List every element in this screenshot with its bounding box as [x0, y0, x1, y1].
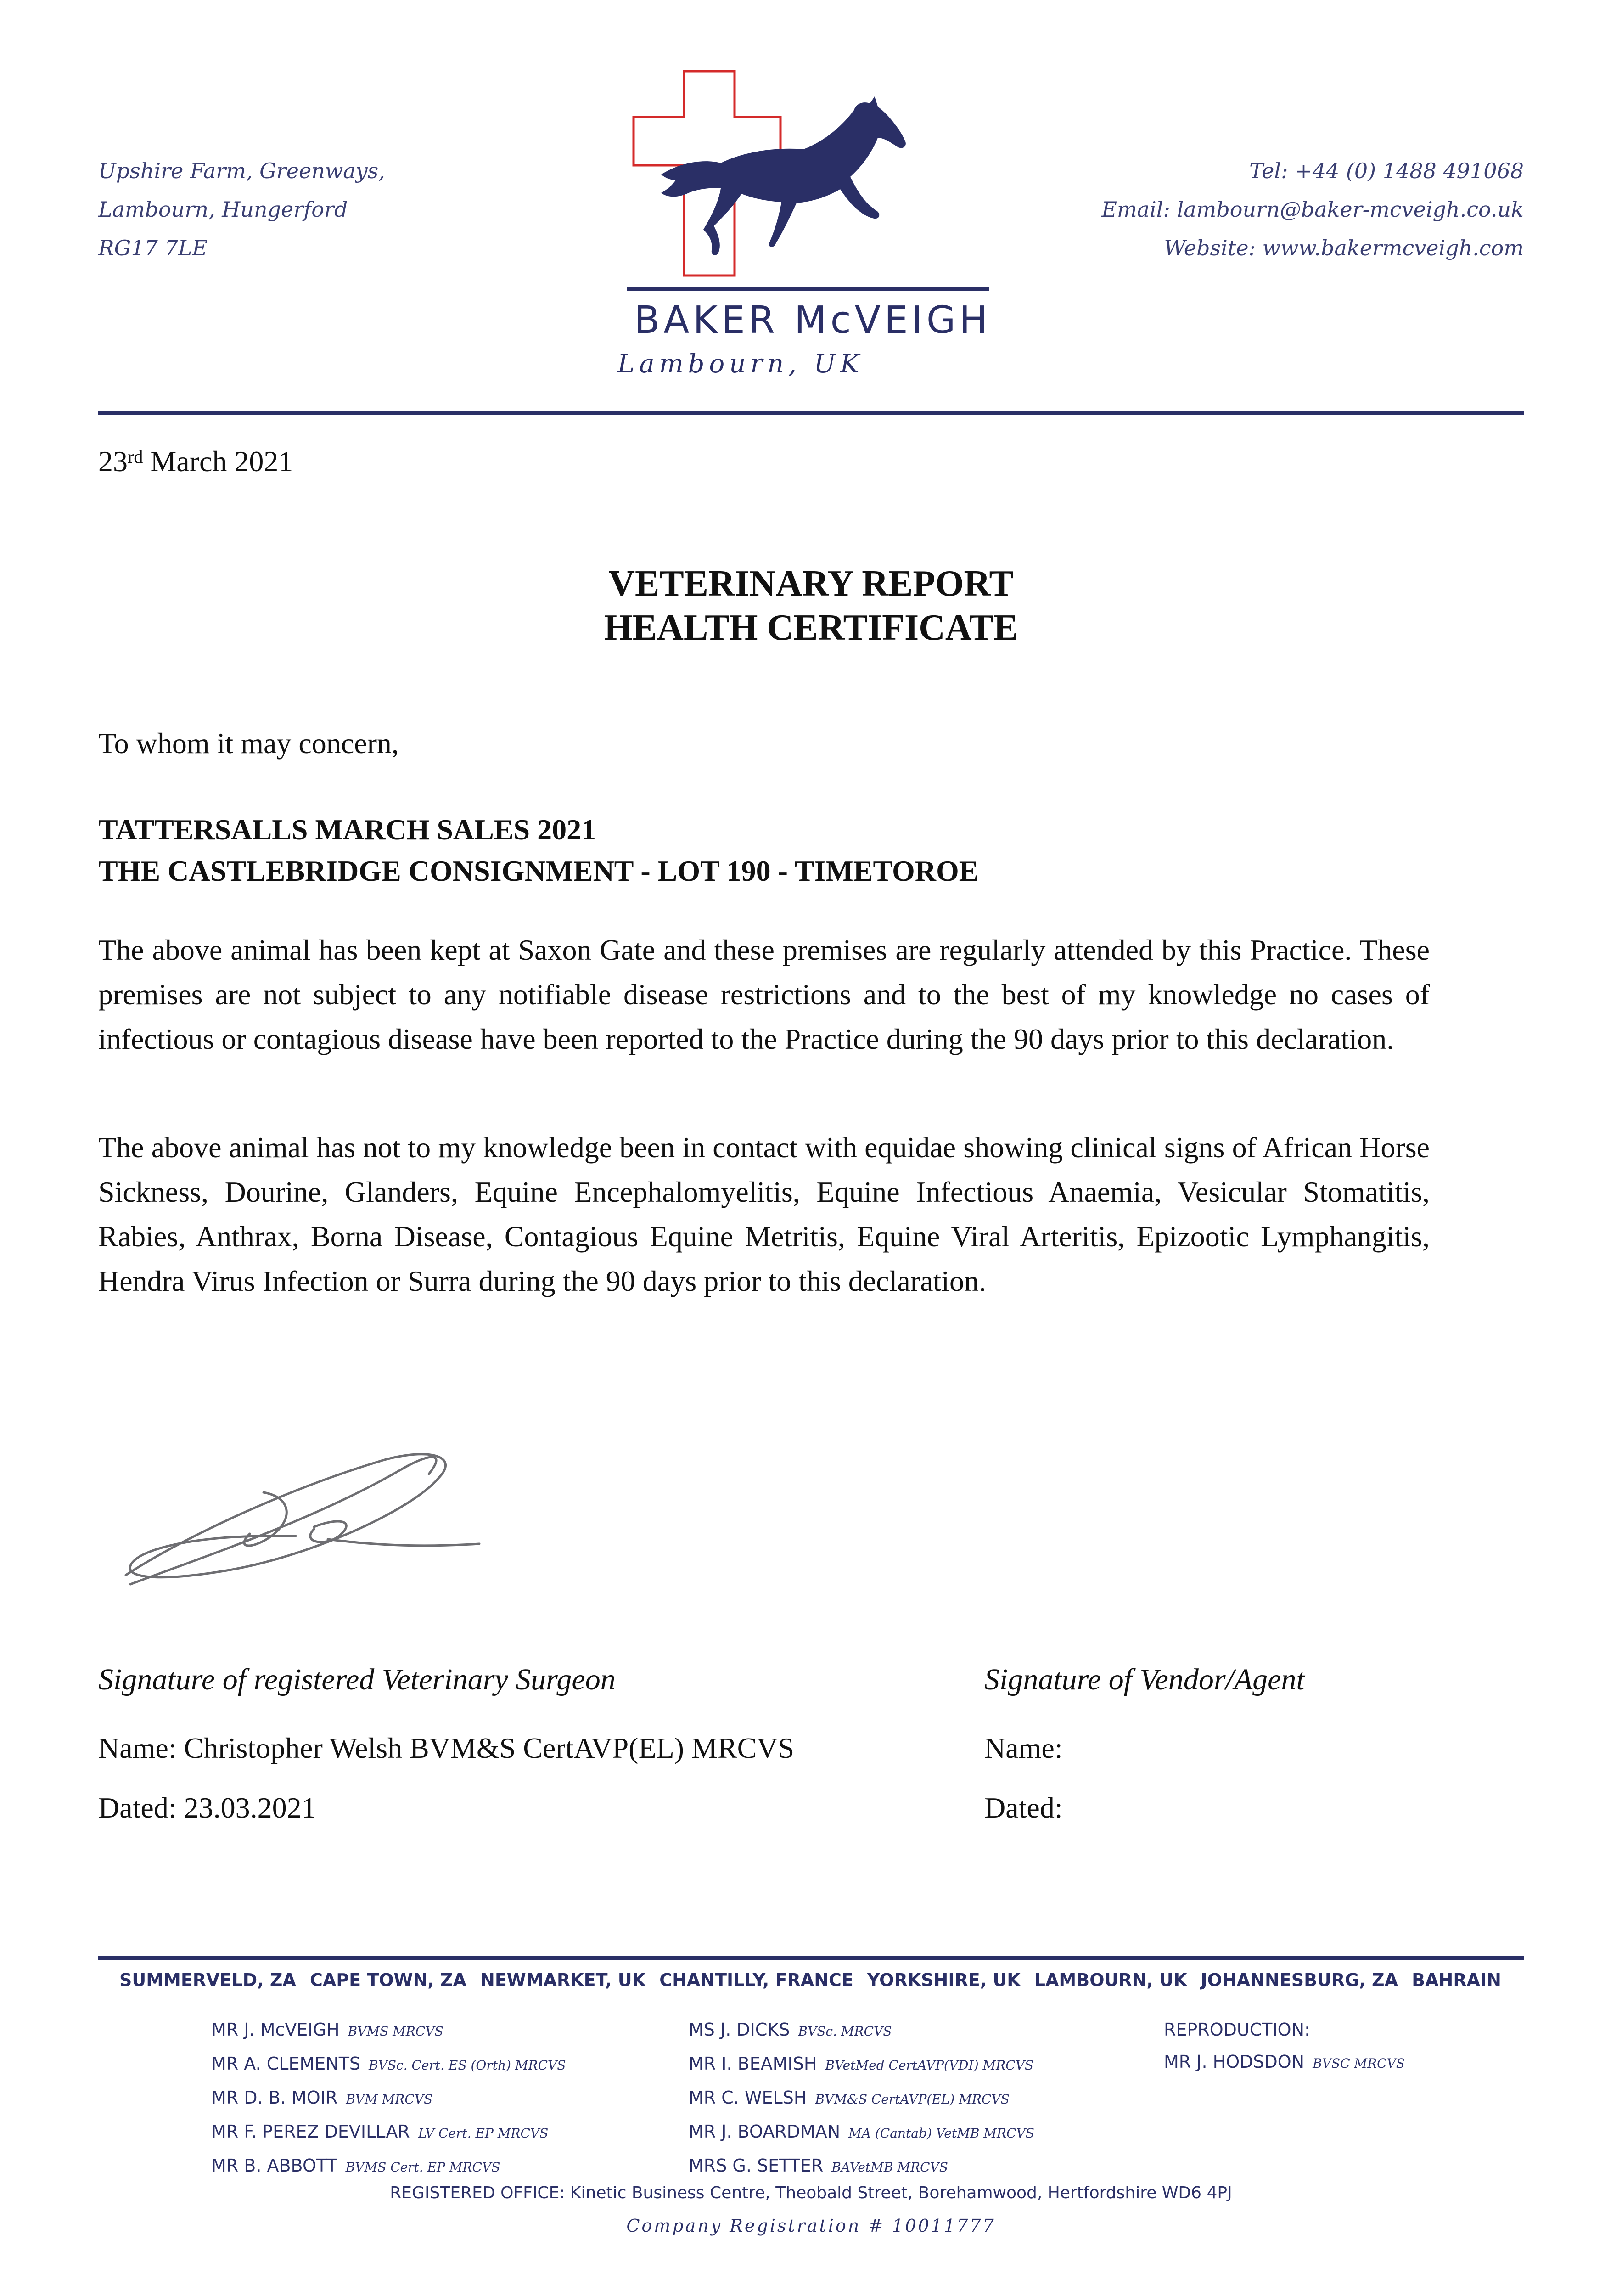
address-line-3: RG17 7LE	[98, 236, 208, 260]
location-item: BAHRAIN	[1412, 1970, 1501, 1990]
header-divider	[98, 411, 1524, 415]
salutation: To whom it may concern,	[98, 727, 399, 760]
contact-website: Website: www.bakermcveigh.com	[1164, 236, 1524, 260]
staff-member: MR A. CLEMENTS BVSc. Cert. ES (Orth) MRCVS	[211, 2054, 566, 2074]
office-locations	[119, 1970, 1501, 1990]
date-suffix: rd	[128, 446, 143, 467]
letter-date	[98, 445, 293, 478]
location-item: YORKSHIRE, UK	[867, 1970, 1021, 1990]
disease-paragraph: The above animal has not to my knowledge been in contact with equidae showing clinical signs of African Horse Sickness, Dourine, Glanders, Equine Encephalomyelitis, Equine Infectious Anaemia, Vesicular Stomatitis, Rabies, Anthrax, Borna Disease, Contagious Equine Metritis, Equine Viral Arteritis, Epizootic Lymphangitis, Hendra Virus Infection or Surra during the 90 days prior to this declaration.	[98, 1131, 1430, 1297]
vet-signature-label: Signature of registered Veterinary Surgeon	[98, 1663, 616, 1696]
staff-member: MS J. DICKS BVSc. MRCVS	[689, 2020, 892, 2040]
staff-member: MR D. B. MOIR BVM MRCVS	[211, 2088, 433, 2108]
reproduction-label: REPRODUCTION:	[1164, 2020, 1310, 2040]
staff-member: MR J. McVEIGH BVMS MRCVS	[211, 2020, 443, 2040]
staff-column-1	[211, 2014, 566, 2183]
staff-member: MR B. ABBOTT BVMS Cert. EP MRCVS	[211, 2155, 500, 2176]
staff-member: MRS G. SETTER BAVetMB MRCVS	[689, 2155, 948, 2176]
staff-column-3	[1164, 2014, 1405, 2080]
location-item: CHANTILLY, FRANCE	[659, 1970, 853, 1990]
vet-signature	[98, 1419, 493, 1612]
report-title: VETERINARY REPORT	[608, 563, 1014, 604]
report-subtitle: HEALTH CERTIFICATE	[604, 608, 1018, 648]
staff-member: MR F. PEREZ DEVILLAR LV Cert. EP MRCVS	[211, 2122, 549, 2142]
location-item: CAPE TOWN, ZA	[309, 1970, 466, 1990]
contact-phone: Tel: +44 (0) 1488 491068	[1249, 158, 1524, 183]
vendor-signature-label: Signature of Vendor/Agent	[984, 1663, 1305, 1696]
premises-paragraph: The above animal has been kept at Saxon Gate and these premises are regularly attended by this Practice. These premises are not subject to any notifiable disease restrictions and to the best of my knowledge no cases of infectious or contagious disease have been reported to the Practice during the 90 days prior to this declaration.	[98, 934, 1430, 1055]
registered-office: REGISTERED OFFICE: Kinetic Business Centre, Theobald Street, Borehamwood, Hertfordshire WD6 4PJ	[390, 2183, 1232, 2202]
location-item: LAMBOURN, UK	[1034, 1970, 1187, 1990]
staff-member: MR C. WELSH BVM&S CertAVP(EL) MRCVS	[689, 2088, 1010, 2108]
date-day: 23	[98, 445, 128, 478]
practice-contact	[1101, 152, 1524, 267]
company-registration: Company Registration # 10011777	[626, 2216, 996, 2236]
contact-email: Email: lambourn@baker-mcveigh.co.uk	[1101, 197, 1524, 222]
baker-mcveigh-logo	[624, 64, 992, 395]
staff-member: MR I. BEAMISH BVetMed CertAVP(VDI) MRCVS	[689, 2054, 1034, 2074]
practice-address	[98, 152, 385, 267]
sale-heading: TATTERSALLS MARCH SALES 2021	[98, 813, 596, 846]
footer-divider	[98, 1956, 1524, 1960]
address-line-1: Upshire Farm, Greenways,	[98, 158, 385, 183]
staff-member: MR J. HODSDON BVSC MRCVS	[1164, 2052, 1405, 2072]
vet-name: Name: Christopher Welsh BVM&S CertAVP(EL) MRCVS	[98, 1732, 795, 1764]
brand-name: BAKER McVEIGH	[634, 298, 992, 342]
logo-rule	[627, 287, 989, 291]
horse-icon	[661, 96, 906, 255]
staff-column-2	[689, 2014, 1034, 2183]
lot-heading: THE CASTLEBRIDGE CONSIGNMENT - LOT 190 - TIMETOROE	[98, 855, 979, 887]
location-item: NEWMARKET, UK	[480, 1970, 646, 1990]
vendor-name: Name:	[984, 1732, 1063, 1764]
address-line-2: Lambourn, Hungerford	[98, 197, 348, 222]
vet-dated: Dated: 23.03.2021	[98, 1791, 316, 1824]
location-item: SUMMERVELD, ZA	[119, 1970, 296, 1990]
vendor-dated: Dated:	[984, 1791, 1063, 1824]
staff-member: MR J. BOARDMAN MA (Cantab) VetMB MRCVS	[689, 2122, 1034, 2142]
location-item: JOHANNESBURG, ZA	[1201, 1970, 1398, 1990]
brand-location: Lambourn, UK	[617, 349, 864, 379]
date-month-year: March 2021	[143, 445, 293, 478]
